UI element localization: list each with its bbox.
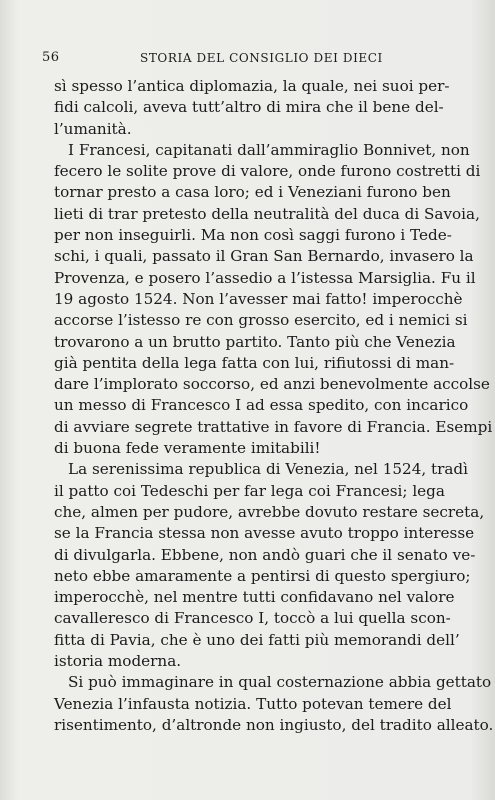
text-line: fecero le solite prove di valore, onde furono costretti di — [54, 162, 481, 181]
text-line: se la Francia stessa non avesse avuto troppo interesse — [54, 524, 475, 543]
text-line: che, almen per pudore, avrebbe dovuto restare secreta, — [54, 502, 485, 521]
text-line: già pentita della lega fatta con lui, rifiutossi di man- — [54, 353, 455, 372]
text-line: fidi calcoli, aveva tutt’altro di mira che il bene del- — [54, 98, 444, 117]
text-line: I Francesi, capitanati dall’ammiraglio Bonnivet, non — [68, 140, 470, 159]
text-line: Si può immaginare in qual costernazione abbia gettato — [68, 673, 492, 692]
text-line: schi, i quali, passato il Gran San Bernardo, invasero la — [54, 247, 474, 266]
text-line: neto ebbe amaramente a pentirsi di questo spergiuro; — [54, 566, 471, 585]
text-line: Venezia l’infausta notizia. Tutto potevan temere del — [54, 694, 452, 713]
text-line: trovarono a un brutto partito. Tanto più che Venezia — [54, 332, 456, 351]
text-line: tornar presto a casa loro; ed i Veneziani furono ben — [54, 183, 451, 202]
body-text — [54, 76, 494, 736]
text-line: l’umanità. — [54, 119, 132, 138]
text-line: Provenza, e posero l’assedio a l’istessa Marsiglia. Fu il — [54, 268, 476, 287]
text-line: di avviare segrete trattative in favore di Francia. Esempi — [54, 417, 493, 436]
text-line: di buona fede veramente imitabili! — [54, 439, 321, 458]
text-line: il patto coi Tedeschi per far lega coi Francesi; lega — [54, 481, 445, 500]
text-line: sì spesso l’antica diplomazia, la quale, nei suoi per- — [54, 77, 450, 95]
text-line: accorse l’istesso re con grosso esercito, ed i nemici si — [54, 311, 468, 330]
text-line: istoria moderna. — [54, 652, 182, 671]
text-line: per non inseguirli. Ma non così saggi furono i Tede- — [54, 226, 452, 245]
text-line: imperocchè, nel mentre tutti confidavano nel valore — [54, 588, 455, 607]
running-title: STORIA DEL CONSIGLIO DEI DIECI — [140, 51, 383, 65]
page-header — [42, 50, 452, 70]
text-line: 19 agosto 1524. Non l’avesser mai fatto! imperocchè — [54, 289, 463, 308]
text-line: un messo di Francesco I ad essa spedito, con incarico — [54, 396, 469, 415]
text-line: La serenissima republica di Venezia, nel 1524, tradì — [68, 460, 469, 479]
text-line: fitta di Pavia, che è uno dei fatti più memorandi dell’ — [54, 630, 460, 649]
text-line: lieti di trar pretesto della neutralità del duca di Savoia, — [54, 204, 480, 223]
text-line: di divulgarla. Ebbene, non andò guari che il senato ve- — [54, 545, 476, 564]
text-line: cavalleresco di Francesco I, toccò a lui quella scon- — [54, 609, 451, 628]
page-number: 56 — [42, 50, 60, 65]
text-line: dare l’implorato soccorso, ed anzi benevolmente accolse — [54, 375, 490, 394]
text-line: risentimento, d’altronde non ingiusto, del tradito alleato. — [54, 715, 494, 734]
